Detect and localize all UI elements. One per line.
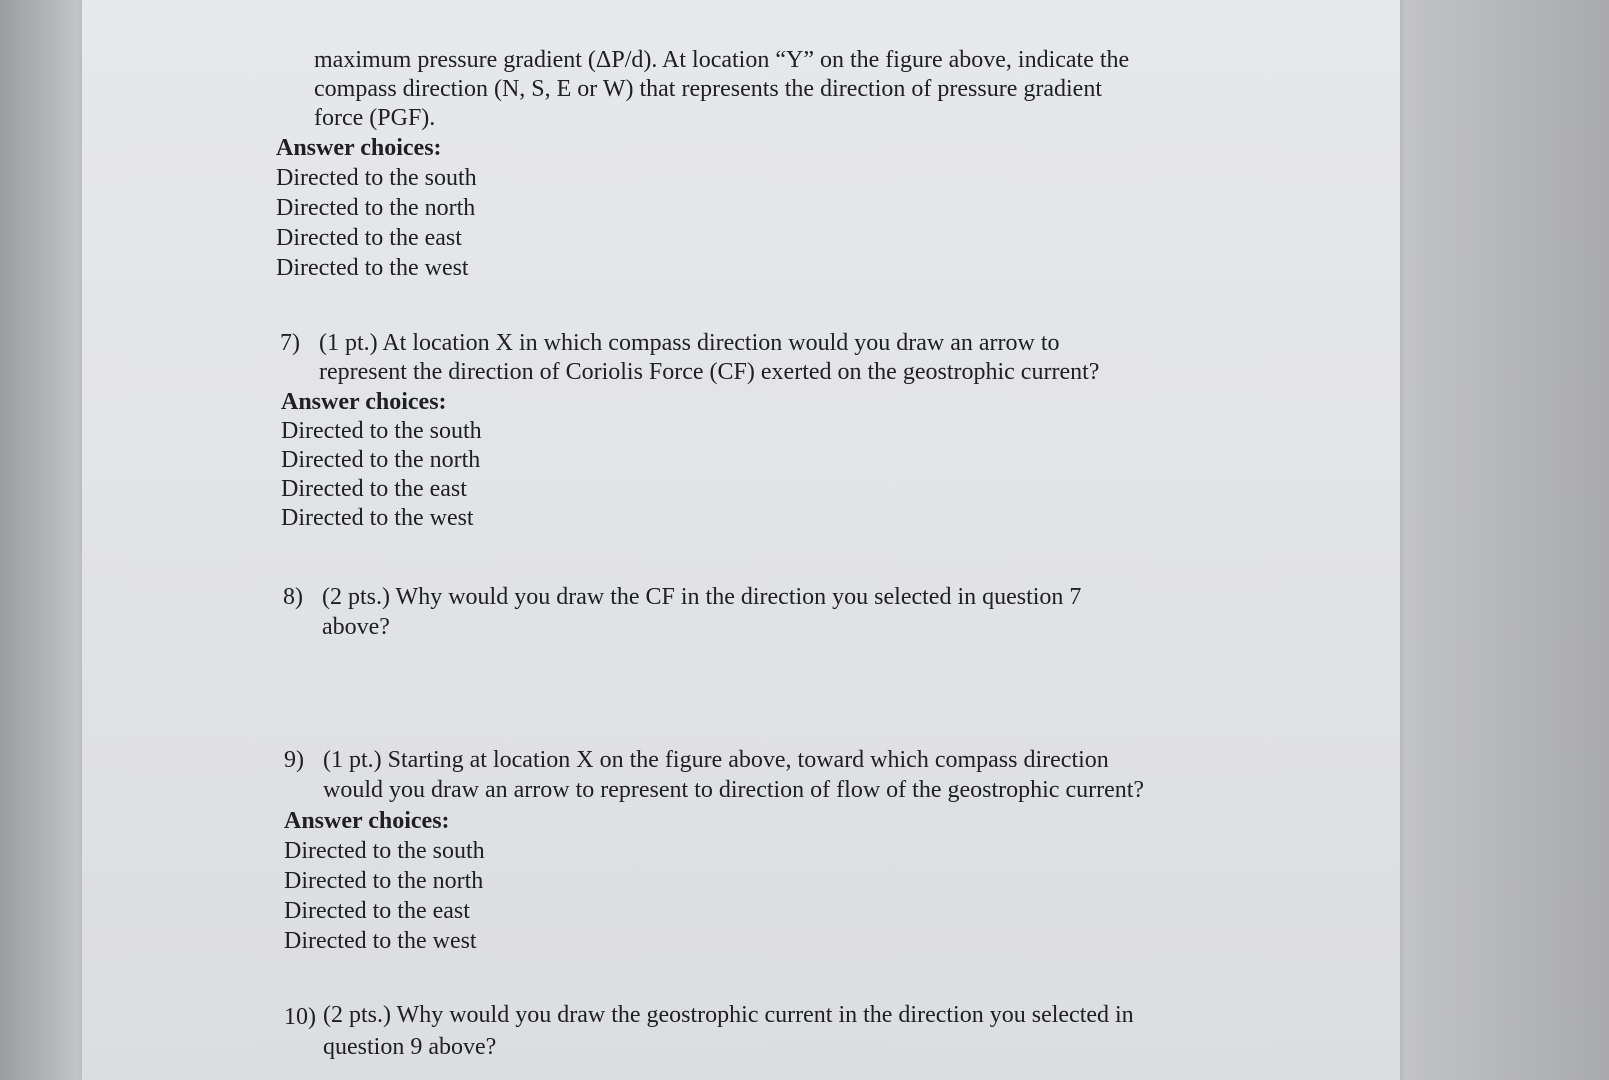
q10-text-line-1: (2 pts.) Why would you draw the geostrophic current in the direction you selected in	[323, 1002, 1134, 1028]
q6-choice-east: Directed to the east	[276, 225, 462, 251]
q6-text-line-2: compass direction (N, S, E or W) that represents the direction of pressure gradient	[314, 76, 1102, 102]
q9-text-line-2: would you draw an arrow to represent to direction of flow of the geostrophic current?	[323, 777, 1145, 803]
q10-number: 10)	[284, 1004, 316, 1030]
q7-choice-south: Directed to the south	[281, 418, 482, 444]
q6-text-line-3: force (PGF).	[314, 105, 436, 131]
q10-text-line-2: question 9 above?	[323, 1034, 497, 1060]
q9-choice-east: Directed to the east	[284, 898, 470, 924]
q7-choice-east: Directed to the east	[281, 476, 467, 502]
q7-text-line-1: (1 pt.) At location X in which compass direction would you draw an arrow to	[319, 330, 1060, 356]
q9-answer-heading: Answer choices:	[284, 808, 450, 834]
q6-choice-west: Directed to the west	[276, 255, 469, 281]
q7-choice-west: Directed to the west	[281, 505, 474, 531]
q8-text-line-2: above?	[322, 614, 390, 640]
q6-text-line-1: maximum pressure gradient (ΔP/d). At location “Y” on the figure above, indicate the	[314, 47, 1130, 73]
q9-choice-west: Directed to the west	[284, 928, 477, 954]
q6-answer-heading: Answer choices:	[276, 135, 442, 161]
q7-number: 7)	[280, 330, 300, 356]
q9-text-line-1: (1 pt.) Starting at location X on the figure above, toward which compass direction	[323, 747, 1109, 773]
q8-number: 8)	[283, 584, 303, 610]
q6-choice-south: Directed to the south	[276, 165, 477, 191]
q9-choice-north: Directed to the north	[284, 868, 484, 894]
q8-text-line-1: (2 pts.) Why would you draw the CF in the direction you selected in question 7	[322, 584, 1082, 610]
q6-choice-north: Directed to the north	[276, 195, 476, 221]
q7-choice-north: Directed to the north	[281, 447, 481, 473]
q9-choice-south: Directed to the south	[284, 838, 485, 864]
q9-number: 9)	[284, 747, 304, 773]
q7-text-line-2: represent the direction of Coriolis Force (CF) exerted on the geostrophic current?	[319, 359, 1100, 385]
q7-answer-heading: Answer choices:	[281, 389, 447, 415]
